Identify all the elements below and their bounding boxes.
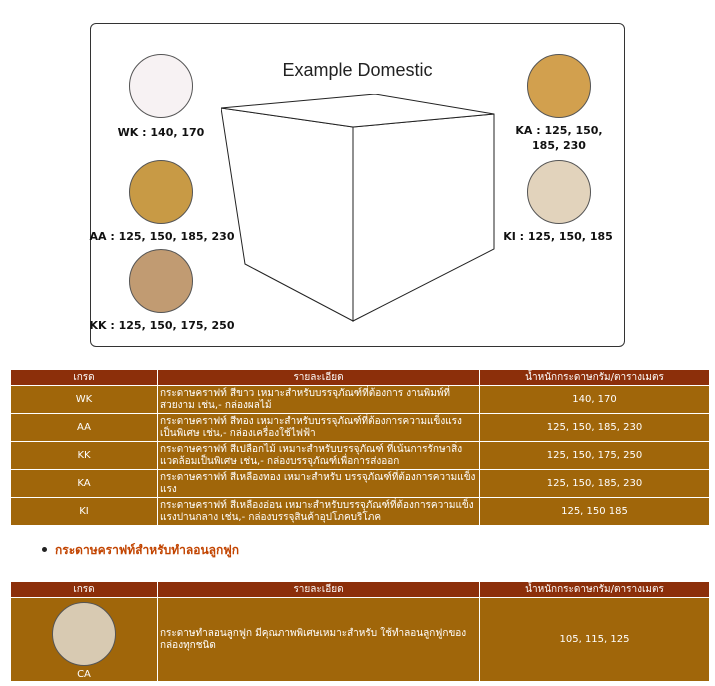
grade-weight: 140, 170 (480, 386, 710, 414)
swatch-label-ka-line2: 185, 230 (532, 139, 586, 152)
table-row (11, 498, 710, 526)
swatch-kk (129, 249, 193, 313)
grade-desc: กระดาษทำลอนลูกฟูก มีคุณภาพพิเศษเหมาะสำหรับ ใช้ทำลอนลูกฟูกของกล่องทุกชนิด (158, 598, 480, 682)
header-weight: น้ำหนักกระดาษกรัม/ตารางเมตร (480, 370, 710, 386)
header-grade: เกรด (11, 582, 158, 598)
box-illustration (221, 94, 501, 324)
grade-code: KI (11, 498, 158, 526)
swatch-label-ki: KI : 125, 150, 185 (503, 230, 613, 243)
grade-desc: กระดาษคราฟท์ สีเปลือกไม้ เหมาะสำหรับบรรจุภัณฑ์ ที่เน้นการรักษาสิ่งแวดล้อมเป็นพิเศษ เช่น,- กล่องบรรจุภัณฑ์เพื่อการส่งออก (158, 442, 480, 470)
header-detail: รายละเอียด (158, 582, 480, 598)
grade-desc: กระดาษคราฟท์ สีทอง เหมาะสำหรับบรรจุภัณฑ์ที่ต้องการความแข็งแรงเป็นพิเศษ เช่น,- กล่องเครื่องใช้ไฟฟ้า (158, 414, 480, 442)
swatch-wk (129, 54, 193, 118)
table-row (11, 442, 710, 470)
section-heading (42, 541, 239, 560)
grade-code: KK (11, 442, 158, 470)
table-row (11, 414, 710, 442)
grade-desc: กระดาษคราฟท์ สีเหลืองอ่อน เหมาะสำหรับบรรจุภัณฑ์ที่ต้องการความแข็งแรงปานกลาง เช่น,- กล่องบรรจุสินค้าอุปโภคบริโภค (158, 498, 480, 526)
grade-code: KA (11, 470, 158, 498)
header-detail: รายละเอียด (158, 370, 480, 386)
swatch-ki (527, 160, 591, 224)
swatch-aa (129, 160, 193, 224)
grade-desc: กระดาษคราฟท์ สีขาว เหมาะสำหรับบรรจุภัณฑ์ที่ต้องการ งานพิมพ์ที่สวยงาม เช่น,- กล่องผลไม้ (158, 386, 480, 414)
box-left-face (221, 108, 353, 321)
table-row (11, 386, 710, 414)
swatch-label-wk: WK : 140, 170 (117, 126, 205, 139)
grade-desc: กระดาษคราฟท์ สีเหลืองทอง เหมาะสำหรับ บรรจุภัณฑ์ที่ต้องการความแข็งแรง (158, 470, 480, 498)
swatch-label-ka (496, 123, 622, 153)
table-header-row (11, 582, 710, 598)
grade-weight: 125, 150 185 (480, 498, 710, 526)
grade-code: CA (77, 669, 91, 680)
header-weight: น้ำหนักกระดาษกรัม/ตารางเมตร (480, 582, 710, 598)
bullet-icon (42, 547, 47, 552)
box-right-face (353, 114, 494, 321)
grade-code: AA (11, 414, 158, 442)
corrugated-table (10, 581, 710, 682)
section-title: กระดาษคราฟท์สำหรับทำลอนลูกฟูก (55, 543, 240, 557)
grade-weight: 105, 115, 125 (480, 598, 710, 682)
header-grade: เกรด (11, 370, 158, 386)
figure-title: Example Domestic (282, 60, 433, 80)
grade-weight: 125, 150, 185, 230 (480, 414, 710, 442)
grade-weight: 125, 150, 175, 250 (480, 442, 710, 470)
grade-code: WK (11, 386, 158, 414)
table-row (11, 470, 710, 498)
grade-weight: 125, 150, 185, 230 (480, 470, 710, 498)
grade-code-cell (11, 598, 158, 682)
grade-table (10, 369, 710, 526)
swatch-label-ka-line1: KA : 125, 150, (515, 124, 603, 137)
swatch-ka (527, 54, 591, 118)
swatch-label-aa: AA : 125, 150, 185, 230 (89, 230, 235, 243)
table-header-row (11, 370, 710, 386)
table-row (11, 598, 710, 682)
swatch-label-kk: KK : 125, 150, 175, 250 (89, 319, 235, 332)
swatch-ca (52, 602, 116, 666)
example-figure (90, 23, 625, 347)
